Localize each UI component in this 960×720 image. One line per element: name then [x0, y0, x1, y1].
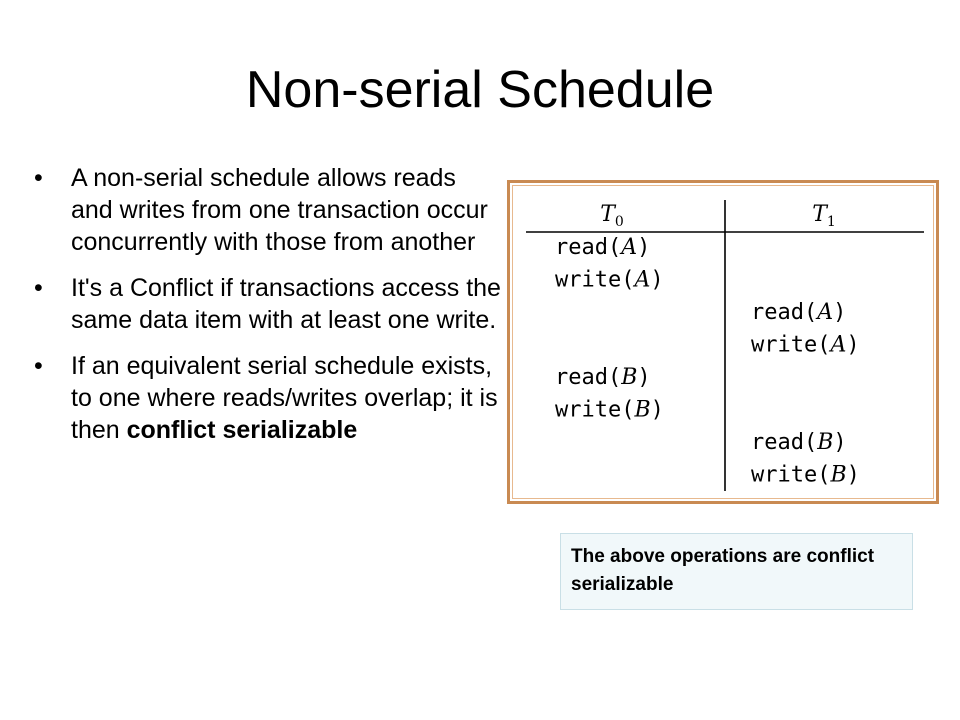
bullet-item — [34, 272, 504, 336]
slide-title: Non-serial Schedule — [245, 61, 715, 119]
bullet-marker: • — [34, 274, 43, 302]
schedule-operation: write(B) — [751, 462, 860, 488]
schedule-operation: read(A) — [555, 235, 651, 260]
bullet-text-bold: conflict serializable — [126, 416, 358, 444]
schedule-operation: write(B) — [555, 397, 664, 423]
schedule-operation: write(A) — [555, 267, 664, 293]
bullet-marker: • — [34, 352, 43, 380]
schedule-operation: read(A) — [751, 300, 847, 325]
bullet-item — [34, 350, 504, 446]
bullet-text: It's a Conflict if transactions access the same data item with at least one write. — [71, 274, 501, 334]
schedule-table — [510, 183, 936, 501]
bullet-text-plain: If an equivalent serial schedule exists, to one where reads/writes overlap; it is then — [71, 352, 498, 444]
note-box — [560, 533, 913, 610]
schedule-operation: write(A) — [751, 332, 860, 358]
schedule-column-header: $T_0$ — [600, 202, 624, 230]
bullet-item — [34, 162, 504, 258]
bullet-marker: • — [34, 164, 43, 192]
schedule-operation: read(B) — [555, 365, 651, 390]
schedule-table-image — [507, 180, 939, 504]
schedule-column-header: $T_1$ — [812, 202, 836, 230]
bullet-text — [71, 350, 504, 446]
note-text: The above operations are conflict serializable — [571, 546, 875, 595]
bullet-text: A non-serial schedule allows reads and writes from one transaction occur concurrently with those from another — [71, 164, 488, 256]
bullet-list — [34, 162, 504, 460]
schedule-operation: read(B) — [751, 430, 847, 455]
